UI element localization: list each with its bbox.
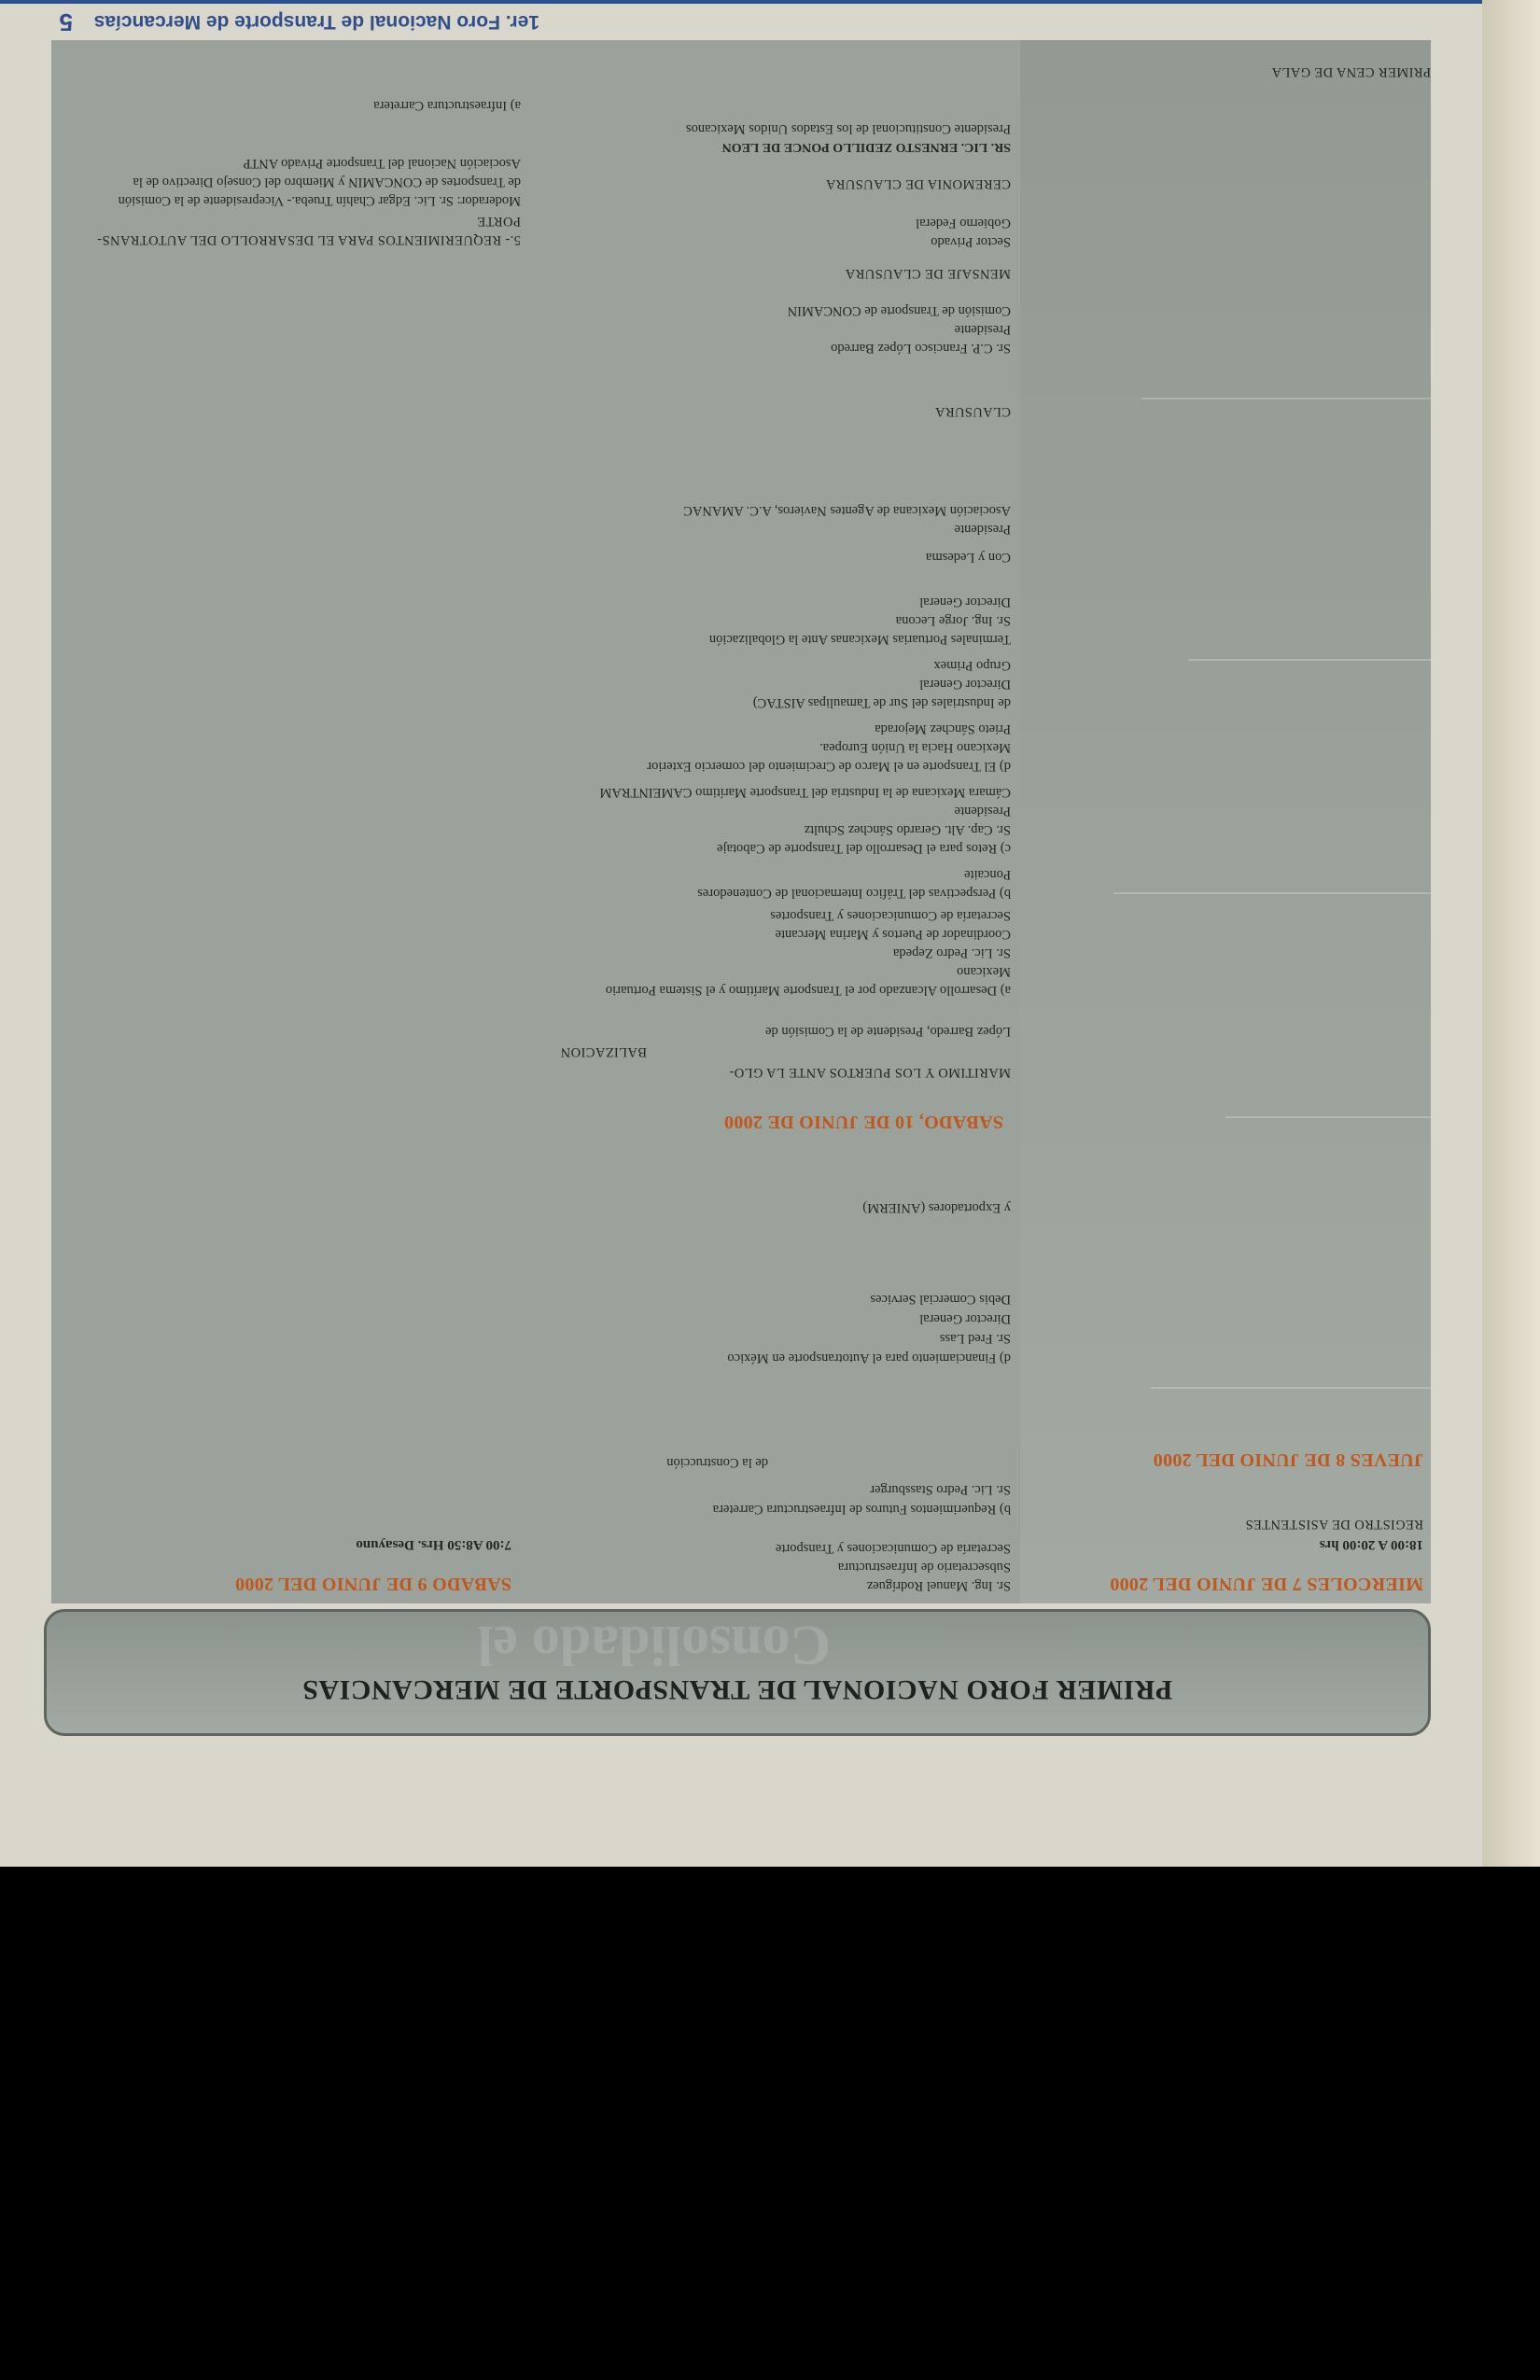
section-title-cont: BALIZACION (560, 1044, 647, 1059)
text-line: Cámara Mexicana de la Industria del Transporte Marítimo CAMEINTRAM (599, 785, 1011, 800)
page-edge (1482, 0, 1540, 1867)
registration-time: 18:00 A 20:00 hrs (1319, 1537, 1423, 1552)
text-line: Sr. C.P. Francisco López Barredo (831, 341, 1011, 356)
text-line: Coordinador de Puertos y Marina Mercante (775, 927, 1011, 942)
section-title: MARITIMO Y LOS PUERTOS ANTE LA GLO- (729, 1065, 1011, 1080)
banner-watermark: Consolidado el (477, 1615, 831, 1676)
text-line: Secretaría de Comunicaciones y Transporte (775, 1541, 1011, 1556)
text-line: de Transportes de CONCAMIN y Miembro del Consejo Directivo de la (133, 175, 521, 189)
text-line: de la Construcción (666, 1455, 768, 1470)
running-header: 1er. Foro Nacional de Transporte de Mercancías (93, 11, 539, 33)
text-line: López Barredo, Presidente de la Comisión de (765, 1024, 1011, 1039)
thursday-heading: JUEVES 8 DE JUNIO DEL 2000 (1153, 1449, 1423, 1470)
text-line: Sr. Lic. Pedro Stassburger (870, 1482, 1011, 1497)
text-line: Director General (919, 677, 1011, 692)
text-line: Sector Privado (931, 234, 1011, 249)
wednesday-heading: MIERCOLES 7 DE JUNIO DEL 2000 (1110, 1574, 1423, 1594)
text-line: Presidente (954, 804, 1011, 819)
president-name: SR. LIC. ERNESTO ZEDILLO PONCE DE LEON (721, 140, 1011, 154)
text-line: Sr. Lic. Pedro Zepeda (892, 945, 1011, 960)
text-line: d) Financiamiento para el Autotransporte en México (727, 1351, 1011, 1365)
text-line: Sr. Fred Lass (939, 1331, 1011, 1346)
text-line: Director General (919, 595, 1011, 609)
text-line: Asociación Mexicana de Agentes Navieros, A.C. AMANAC (683, 503, 1011, 518)
section-5-title-cont: PORTE (476, 214, 521, 229)
text-line: Secretaría de Comunicaciones y Transportes (770, 908, 1011, 923)
text-line: Moderador: Sr. Lic. Edgar Chahín Trueba.- Vicepresidente de la Comisión (118, 193, 521, 208)
registration-label: REGISTRO DE ASISTENTES (1245, 1517, 1423, 1532)
text-line: Mexicano (957, 964, 1011, 979)
text-line: Grupo Primex (933, 658, 1011, 673)
text-line: d) El Transporte en el Marco de Crecimiento del comercio Exterior (647, 759, 1011, 774)
saturday-9-heading: SABADO 9 DE JUNIO DEL 2000 (234, 1574, 511, 1594)
text-line: a) Desarrollo Alcanzado por el Transporte Marítimo y el Sistema Portuario (605, 983, 1011, 998)
left-photo-strip (1020, 40, 1431, 1603)
text-line: Asociación Nacional del Transporte Privado ANTP (243, 156, 521, 171)
text-line: Poncaite (964, 867, 1011, 882)
text-line: Prieto Sánchez Mejorada (875, 721, 1011, 736)
text-line: c) Retos para el Desarrollo del Transporte de Cabotaje (717, 841, 1011, 856)
title-banner (44, 1609, 1431, 1736)
banner-title: PRIMER FORO NACIONAL DE TRANSPORTE DE MERCANCIAS (301, 1674, 1173, 1705)
text-line: Sr. Ing. Jorge Lecona (895, 613, 1011, 628)
text-line: a) Infraestructura Carretera (373, 98, 521, 113)
text-line: Terminales Portuarias Mexicanas Ante la Globalización (708, 632, 1011, 647)
section-5-title: 5.- REQUERIMIENTOS PARA EL DESARROLLO DEL AUTOTRANS- (96, 232, 521, 247)
text-line: Gobierno Federal (916, 216, 1011, 231)
text-line: Mexicano Hacia la Unión Europea. (819, 740, 1011, 755)
text-line: Sr. Cap. Alt. Gerardo Sánchez Schultz (804, 822, 1011, 837)
text-line: Director General (919, 1311, 1011, 1326)
ceremonia-title: CEREMONIA DE CLAUSURA (825, 176, 1011, 191)
text-line: de Industriales del Sur de Tamaulipas AISTAC) (752, 695, 1011, 710)
text-line: Comisión de Transporte de CONCAMIN (787, 303, 1011, 318)
mensaje-title: MENSAJE DE CLAUSURA (845, 266, 1011, 281)
text-line: b) Perspectivas del Tráfico Internacional de Contenedores (697, 886, 1011, 901)
text-line: Con y Ledesma (925, 550, 1011, 565)
clausura-title: CLAUSURA (934, 404, 1011, 419)
program-panel (51, 40, 1431, 1603)
text-line: Subsecretario de Infraestructura (837, 1560, 1011, 1575)
text-line: Presidente Constitucional de los Estados Unidos Mexicanos (686, 121, 1011, 136)
text-line: b) Requerimientos Futuros de Infraestructura Carretera (712, 1502, 1011, 1517)
text-line: y Exportadores (ANIERM) (862, 1200, 1011, 1215)
text-line: Debis Comercial Services (870, 1292, 1011, 1307)
text-line: Sr. Ing. Manuel Rodríguez (866, 1578, 1011, 1593)
saturday-10-heading: SABADO, 10 DE JUNIO DE 2000 (723, 1112, 1003, 1132)
breakfast-time: 7:00 A8:50 Hrs. Desayuno (356, 1537, 511, 1552)
text-line: Presidente (954, 322, 1011, 337)
page-number: 5 (59, 8, 73, 36)
text-line: Presidente (954, 522, 1011, 537)
gala-dinner: PRIMER CENA DE GALA (1271, 64, 1431, 79)
